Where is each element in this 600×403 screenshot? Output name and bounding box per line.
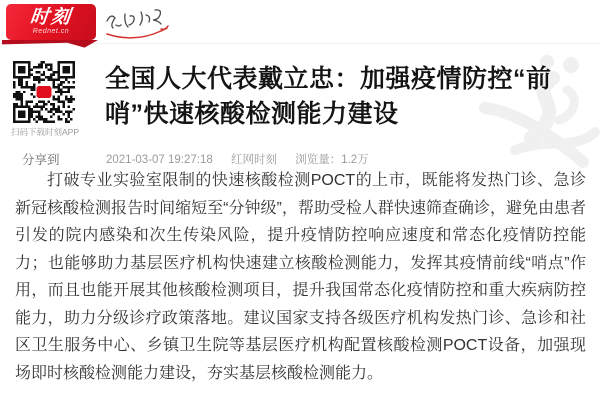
logo-fold-decoration bbox=[2, 40, 98, 48]
article-body bbox=[15, 167, 586, 387]
article-paragraph: 打破专业实验室限制的快速核酸检测POCT的上市，既能将发热门诊、急诊新冠核酸检测报告时间缩短至“分钟级”，帮助受检人群快速筛查确诊，避免由患者引发的院内感染和次生传染风险，提升疫情防控响应速度和常态化疫情防控能力；也能够助力基层医疗机构快速建立核酸检测能力，发挥其疫情前线“哨点”作用，而且也能开展其他核酸检测项目，提升我国常态化疫情防控和重大疾病防控能力，助力分级诊疗政策落地。建议国家支持各级医疗机构发热门诊、急诊和社区卫生服务中心、乡镇卫生院等基层医疗机构配置核酸检测POCT设备，加强现场即时核酸检测能力建设，夯实基层核酸检测能力。 bbox=[15, 172, 586, 382]
publish-datetime: 2021-03-07 19:27:18 bbox=[106, 154, 213, 166]
logo-subtitle: Rednet.cn bbox=[32, 28, 70, 35]
article-meta bbox=[106, 151, 384, 167]
rednet-logo[interactable] bbox=[6, 4, 96, 40]
qr-caption: 扫码下载时刻APP bbox=[10, 127, 79, 137]
share-to-label: 分享到 bbox=[22, 153, 60, 167]
logo-title: 时刻 bbox=[28, 7, 74, 28]
source-label: 红网时刻 bbox=[231, 154, 277, 166]
article-title: 全国人大代表戴立忠：加强疫情防控“前哨”快速核酸检测能力建设 bbox=[105, 65, 552, 128]
calligraphy-signature-icon bbox=[100, 5, 180, 45]
app-qr-code bbox=[13, 61, 75, 123]
view-count: 浏览量：1.2万 bbox=[295, 154, 369, 166]
